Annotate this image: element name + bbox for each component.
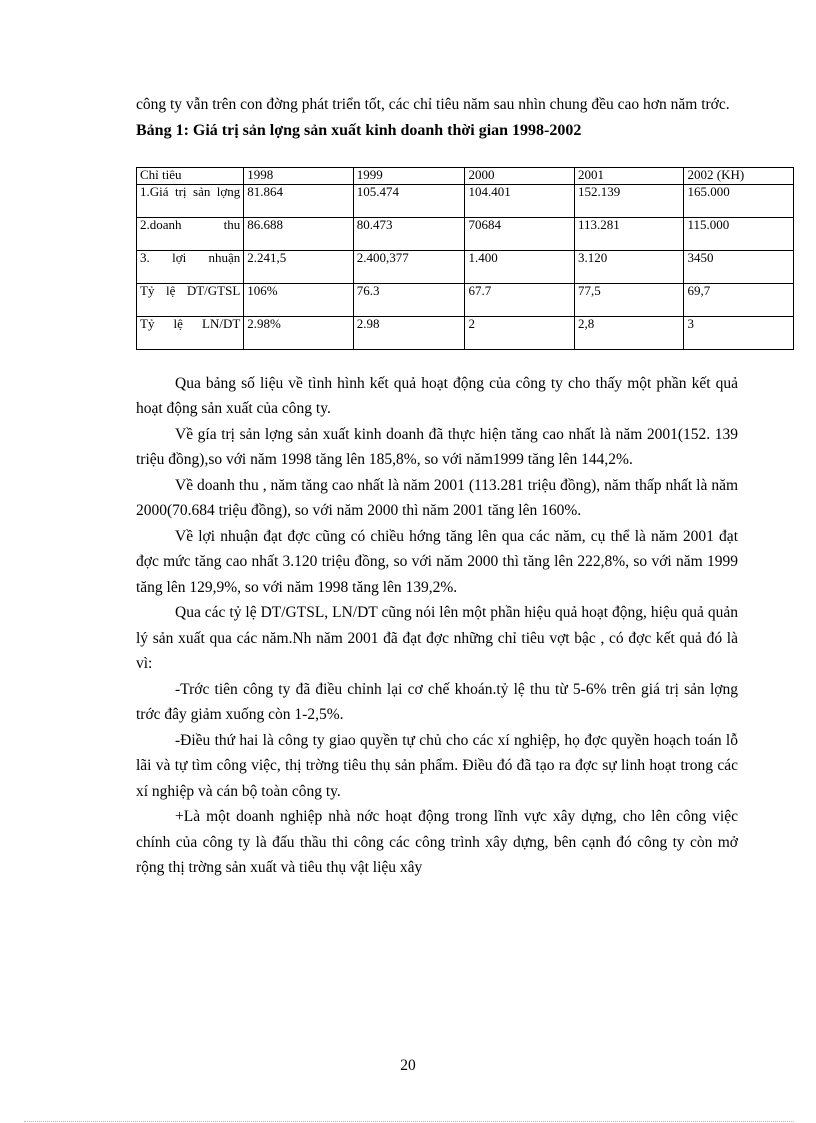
row-label: 1.Giá trị sản lợng (137, 184, 244, 217)
row-label: Tỷ lệ LN/DT (137, 316, 244, 349)
table-cell: 2.400,377 (353, 250, 465, 283)
body-paragraph: Về lợi nhuận đạt đợc cũng có chiều hớng tăng lên qua các năm, cụ thể là năm 2001 đạt đợc mức tăng cao nhất 3.120 triệu đồng, so với năm 2000 thì tăng lên 222,8%, so với năm 1999 tăng lên 129,9%, so với năm 1998 tăng lên 139,2%. (136, 527, 738, 596)
header-cell: 1998 (244, 167, 354, 184)
table-cell: 80.473 (353, 217, 465, 250)
row-label: Tỷ lệ DT/GTSL (137, 283, 244, 316)
row-label: 3. lợi nhuận (137, 250, 244, 283)
table-cell: 70684 (465, 217, 575, 250)
body-text (136, 371, 738, 881)
table-cell: 113.281 (574, 217, 684, 250)
table-cell: 3450 (684, 250, 794, 283)
table-cell: 1.400 (465, 250, 575, 283)
table-row (137, 217, 794, 250)
table-cell: 67.7 (465, 283, 575, 316)
body-paragraph: Qua bảng số liệu về tình hình kết quả hoạt động của công ty cho thấy một phần kết quả hoạt động sản xuất của công ty. (136, 374, 738, 417)
intro-paragraph: công ty vẫn trên con đờng phát triển tốt, các chỉ tiêu năm sau nhìn chung đều cao hơn năm trớc. (136, 96, 730, 113)
table-title: Bảng 1: Giá trị sản lợng sản xuất kinh doanh thời gian 1998-2002 (136, 121, 582, 139)
body-paragraph: -Trớc tiên công ty đã điều chỉnh lại cơ chế khoán.tỷ lệ thu từ 5-6% trên giá trị sản lợng trớc đây giảm xuống còn 1-2,5%. (136, 680, 738, 723)
table-row (137, 316, 794, 349)
table-cell: 76.3 (353, 283, 465, 316)
header-cell: Chỉ tiêu (137, 167, 244, 184)
page-bottom-divider (24, 1121, 794, 1122)
table-cell: 3.120 (574, 250, 684, 283)
table-cell: 77,5 (574, 283, 684, 316)
header-cell: 2002 (KH) (684, 167, 794, 184)
table-cell: 106% (244, 283, 354, 316)
row-label: 2.doanh thu (137, 217, 244, 250)
body-paragraph: -Điều thứ hai là công ty giao quyền tự chủ cho các xí nghiệp, họ đợc quyền hoạch toán lỗ lãi và tự tìm công việc, thị trờng tiêu thụ sản phẩm. Điều đó đã tạo ra đợc sự linh hoạt trong các xí nghiệp và cán bộ toàn công ty. (136, 731, 738, 800)
page-number: 20 (400, 1057, 416, 1074)
header-cell: 1999 (353, 167, 465, 184)
production-table (136, 167, 794, 350)
header-cell: 2000 (465, 167, 575, 184)
header-cell: 2001 (574, 167, 684, 184)
table-cell: 2.98 (353, 316, 465, 349)
body-paragraph: Về doanh thu , năm tăng cao nhất là năm 2001 (113.281 triệu đồng), năm thấp nhất là năm 2000(70.684 triệu đồng), so với năm 2000 thì năm 2001 tăng lên 160%. (136, 476, 738, 519)
table-cell: 69,7 (684, 283, 794, 316)
table-row (137, 283, 794, 316)
table-header-row (137, 167, 794, 184)
table-row (137, 250, 794, 283)
body-paragraph: Về gía trị sản lợng sản xuất kinh doanh đã thực hiện tăng cao nhất là năm 2001(152. 139 triệu đồng),so với năm 1998 tăng lên 185,8%, so với năm1999 tăng lên 144,2%. (136, 425, 738, 468)
table-cell: 105.474 (353, 184, 465, 217)
table-row (137, 184, 794, 217)
table-cell: 104.401 (465, 184, 575, 217)
table-cell: 152.139 (574, 184, 684, 217)
table-cell: 115.000 (684, 217, 794, 250)
table-cell: 86.688 (244, 217, 354, 250)
document-page (136, 92, 745, 881)
table-cell: 3 (684, 316, 794, 349)
table-cell: 2,8 (574, 316, 684, 349)
table-cell: 81.864 (244, 184, 354, 217)
table-cell: 165.000 (684, 184, 794, 217)
body-paragraph: +Là một doanh nghiệp nhà nớc hoạt động trong lĩnh vực xây dựng, cho lên công việc chính của công ty là đấu thầu thi công các công trình xây dựng, bên cạnh đó công ty còn mở rộng thị trờng sản xuất và tiêu thụ vật liệu xây (136, 808, 738, 876)
table-cell: 2.98% (244, 316, 354, 349)
table-cell: 2 (465, 316, 575, 349)
body-paragraph: Qua các tỷ lệ DT/GTSL, LN/DT cũng nói lên một phần hiệu quả hoạt động, hiệu quả quản lý sản xuất qua các năm.Nh năm 2001 đã đạt đợc những chỉ tiêu vợt bậc , có đợc kết quả đó là vì: (136, 604, 738, 672)
table-cell: 2.241,5 (244, 250, 354, 283)
